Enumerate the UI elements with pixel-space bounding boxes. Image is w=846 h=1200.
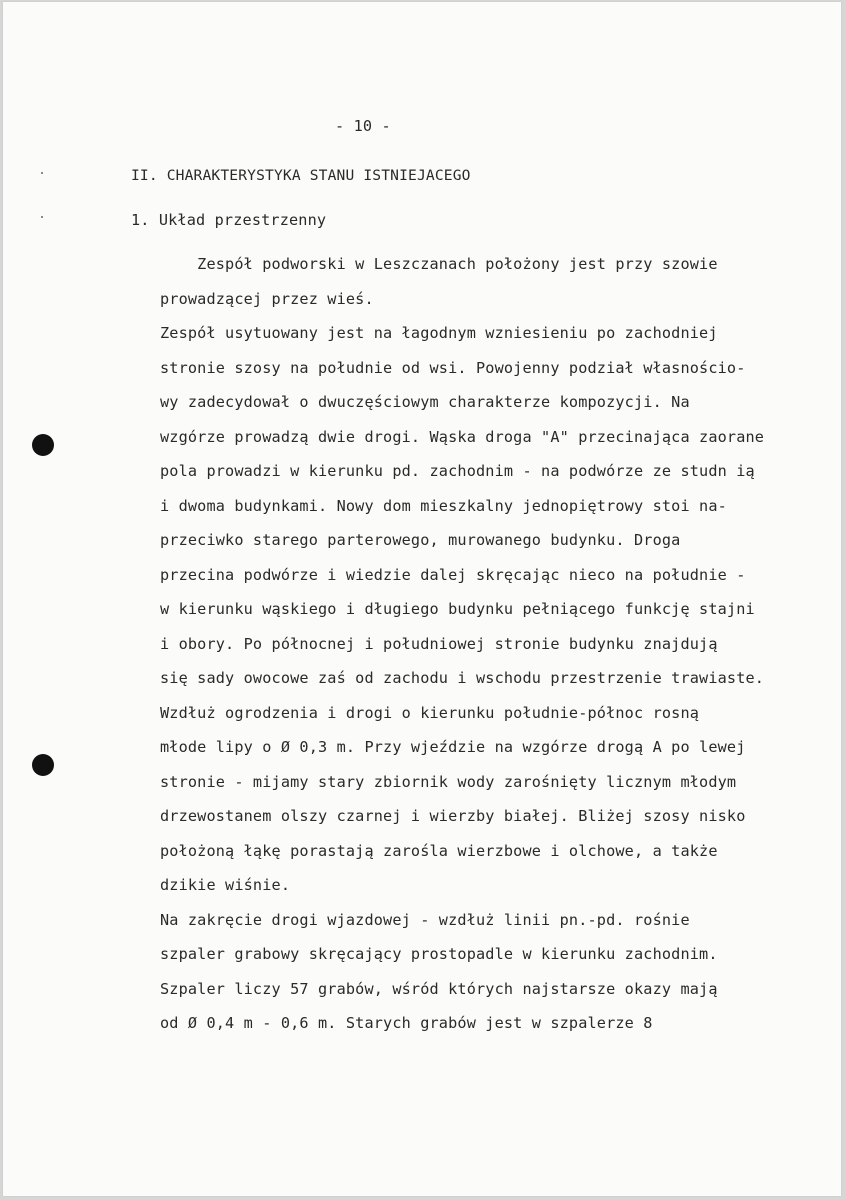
margin-speck (41, 216, 43, 218)
body-line: i obory. Po północnej i południowej stronie budynku znajdują (160, 634, 718, 653)
body-line: wy zadecydował o dwuczęściowym charakterze kompozycji. Na (160, 393, 690, 411)
body-line: szpaler grabowy skręcający prostopadle w kierunku zachodnim. (160, 945, 718, 963)
body-line: Na zakręcie drogi wjazdowej - wzdłuż linii pn.-pd. rośnie (160, 910, 690, 929)
body-line: dzikie wiśnie. (160, 876, 291, 894)
body-line: Szpaler liczy 57 grabów, wśród których najstarsze okazy mają (160, 979, 718, 998)
body-line: pola prowadzi w kierunku pd. zachodnim - na podwórze ze studn ią (160, 462, 755, 480)
body-line: od Ø 0,4 m - 0,6 m. Starych grabów jest w szpalerze 8 (160, 1014, 653, 1032)
body-line: Zespół podworski w Leszczanach położony jest przy szowie (160, 255, 718, 273)
body-line: się sady owocowe zaś od zachodu i wschodu przestrzenie trawiaste. (160, 669, 765, 687)
body-line: wzgórze prowadzą dwie drogi. Wąska droga "A" przecinająca zaorane (160, 427, 765, 446)
document-page (3, 2, 841, 1196)
body-line: stronie - mijamy stary zbiornik wody zarośnięty licznym młodym (160, 772, 737, 791)
body-line: przeciwko starego parterowego, murowanego budynku. Droga (160, 531, 681, 549)
body-line: prowadzącej przez wieś. (160, 289, 374, 308)
margin-speck (41, 172, 43, 174)
body-line: w kierunku wąskiego i długiego budynku pełniącego funkcję stajni (160, 600, 755, 618)
body-line: położoną łąkę porastają zarośla wierzbowe i olchowe, a także (160, 841, 718, 860)
body-line: Wzdłuż ogrodzenia i drogi o kierunku południe-północ rosną (160, 703, 700, 722)
page-number: - 10 - (335, 117, 391, 135)
body-line: Zespół usytuowany jest na łagodnym wzniesieniu po zachodniej (160, 324, 718, 342)
body-line: i dwoma budynkami. Nowy dom mieszkalny jednopiętrowy stoi na- (160, 496, 727, 515)
body-line: stronie szosy na południe od wsi. Powojenny podział własnościo- (160, 358, 746, 377)
body-line: drzewostanem olszy czarnej i wierzby białej. Bliżej szosy nisko (160, 807, 746, 825)
punch-hole-bottom (32, 754, 54, 776)
section-heading: II. CHARAKTERYSTYKA STANU ISTNIEJACEGO (131, 167, 471, 184)
punch-hole-top (32, 434, 54, 456)
body-line: przecina podwórze i wiedzie dalej skręcając nieco na południe - (160, 565, 746, 584)
subsection-heading: 1. Układ przestrzenny (131, 211, 327, 229)
body-line: młode lipy o Ø 0,3 m. Przy wjeździe na wzgórze drogą A po lewej (160, 738, 746, 756)
